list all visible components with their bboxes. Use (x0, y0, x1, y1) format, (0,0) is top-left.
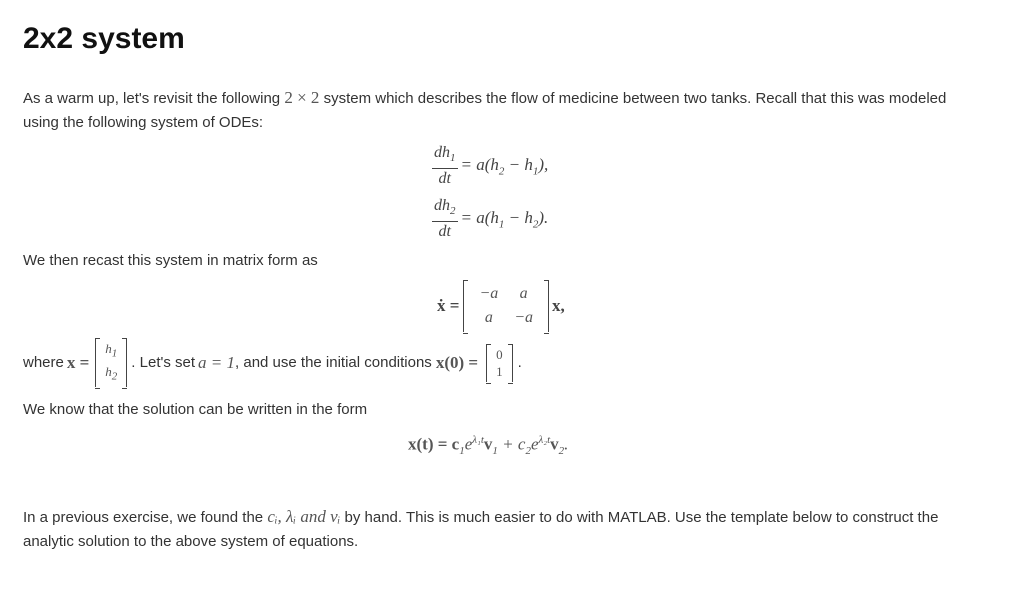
closing-paragraph (23, 505, 973, 554)
intro-math: 2 × 2 (284, 88, 320, 107)
ode-equation-1 (432, 143, 548, 189)
coefficient-matrix: −a a a −a (463, 280, 549, 332)
closing-text-before: In a previous exercise, we found the (23, 509, 268, 526)
where-end: . (517, 353, 522, 371)
intro-text-before: As a warm up, let's revisit the following (23, 90, 285, 107)
matrix-eq-lhs: ẋ = (437, 296, 460, 315)
matrix-equation (434, 280, 565, 332)
closing-text-after: by hand. This is much easier to do with MATLAB. Use the template below to construct the analytic solution to the above system of equations. (23, 509, 939, 550)
intro-paragraph (23, 86, 973, 135)
state-vector: $h_1$ $h_2$ (95, 338, 127, 387)
ode2-rhs: = $a(h_1 - h_2)$. (460, 207, 549, 231)
where-paragraph (23, 338, 973, 387)
where-text: where (23, 353, 64, 371)
where-mid-text: . Let's set (131, 353, 196, 371)
x-definition-lhs: x = (66, 352, 90, 372)
intro-text-after: system which describes the flow of medicine between two tanks. Recall that this was modeled using the following system of ODEs: (23, 90, 947, 131)
closing-math: cᵢ, λᵢ and vᵢ (267, 507, 341, 526)
ode1-rhs: = $a(h_2 - h_1)$, (460, 154, 549, 178)
matrix-form-intro: We then recast this system in matrix form as (23, 252, 318, 269)
where-mid-text-2: , and use the initial conditions (235, 353, 432, 371)
matrix-eq-rhs: x, (552, 296, 565, 315)
solution-equation: $x(t) = c_1e^{\lambda_1t}v_1 + c_2e^{\lambda_2t}v_2$. (408, 434, 569, 458)
ode-equation-2 (432, 196, 548, 242)
ode1-fraction: $\frac{dh_1}{dt}$ (434, 144, 456, 188)
solution-intro: We know that the solution can be written in the form (23, 401, 368, 418)
initial-condition-lhs: x(0) = (435, 352, 479, 372)
initial-condition-vector: 0 1 (486, 344, 513, 382)
a-value: a = 1 (198, 352, 236, 372)
page-title: 2x2 system (23, 22, 185, 55)
ode2-fraction: $\frac{dh_2}{dt}$ (434, 197, 456, 241)
